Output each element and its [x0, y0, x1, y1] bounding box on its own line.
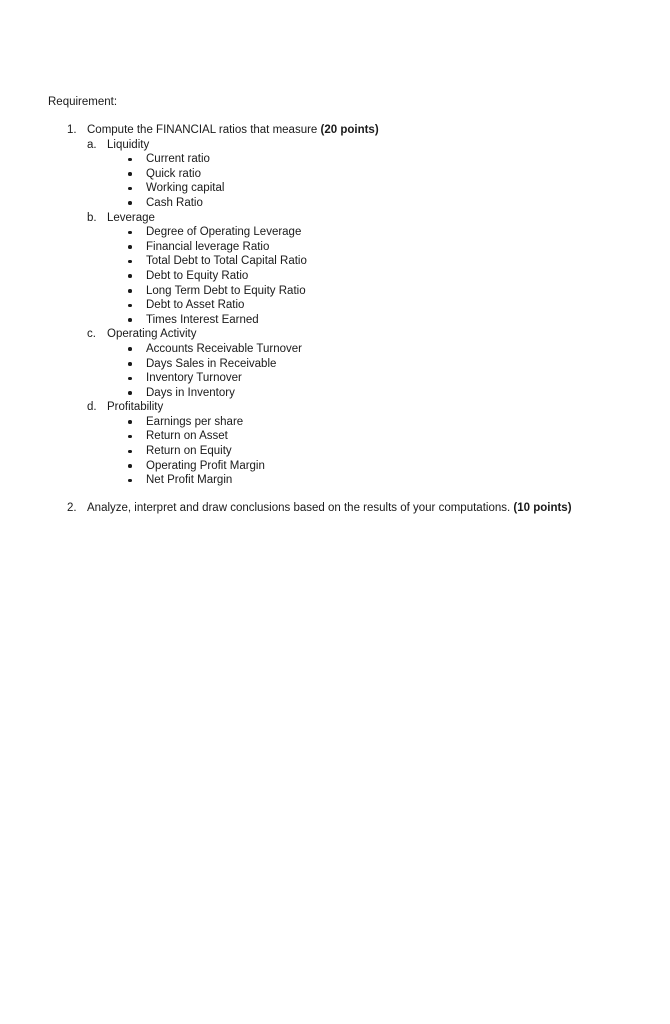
ratio-category-list: [87, 138, 670, 488]
category-leverage: [87, 211, 670, 328]
ratio-list: [107, 342, 670, 400]
ratio-item: Quick ratio: [146, 167, 670, 182]
category-title: Operating Activity: [107, 328, 197, 341]
requirement-points: (10 points): [513, 501, 572, 514]
ratio-item: Long Term Debt to Equity Ratio: [146, 284, 670, 299]
category-title: Liquidity: [107, 138, 150, 151]
requirement-points: (20 points): [320, 124, 379, 136]
ratio-item: Operating Profit Margin: [146, 459, 670, 474]
ratio-item: Earnings per share: [146, 415, 670, 430]
ratio-item: Days in Inventory: [146, 386, 670, 401]
ratio-item: Degree of Operating Leverage: [146, 225, 670, 240]
ratio-item: Inventory Turnover: [146, 371, 670, 386]
category-title: Profitability: [107, 401, 164, 414]
category-operating-activity: [87, 327, 670, 400]
ratio-item: Times Interest Earned: [146, 313, 670, 328]
ratio-item: Debt to Asset Ratio: [146, 298, 670, 313]
requirement-item-1: [0, 123, 670, 488]
ratio-list: [107, 225, 670, 327]
ratio-item: Net Profit Margin: [146, 473, 670, 488]
requirement-text: Analyze, interpret and draw conclusions based on the results of your computations.: [87, 501, 514, 514]
ratio-item: Return on Equity: [146, 444, 670, 459]
category-profitability: [87, 400, 670, 488]
ratio-item: Cash Ratio: [146, 196, 670, 211]
ratio-item: Return on Asset: [146, 429, 670, 444]
category-title: Leverage: [107, 211, 155, 224]
ratio-item: Days Sales in Receivable: [146, 357, 670, 372]
category-letter: a.: [87, 138, 97, 151]
ratio-item: Current ratio: [146, 152, 670, 167]
ratio-list: [107, 152, 670, 210]
ratio-item: Debt to Equity Ratio: [146, 269, 670, 284]
requirement-text: Compute the FINANCIAL ratios that measure: [87, 124, 321, 136]
ratio-item: Accounts Receivable Turnover: [146, 342, 670, 357]
ratio-item: Total Debt to Total Capital Ratio: [146, 254, 670, 269]
ratio-item: Working capital: [146, 181, 670, 196]
requirement-number: 1.: [67, 124, 77, 136]
requirement-number: 2.: [67, 501, 77, 514]
category-liquidity: [87, 138, 670, 211]
ratio-item: Financial leverage Ratio: [146, 240, 670, 255]
category-letter: d.: [87, 401, 97, 414]
requirement-item-2: [0, 501, 670, 516]
ratio-list: [107, 415, 670, 488]
category-letter: c.: [87, 328, 96, 341]
category-letter: b.: [87, 211, 97, 224]
requirement-heading: Requirement:: [48, 96, 118, 108]
requirement-list: [0, 123, 670, 515]
